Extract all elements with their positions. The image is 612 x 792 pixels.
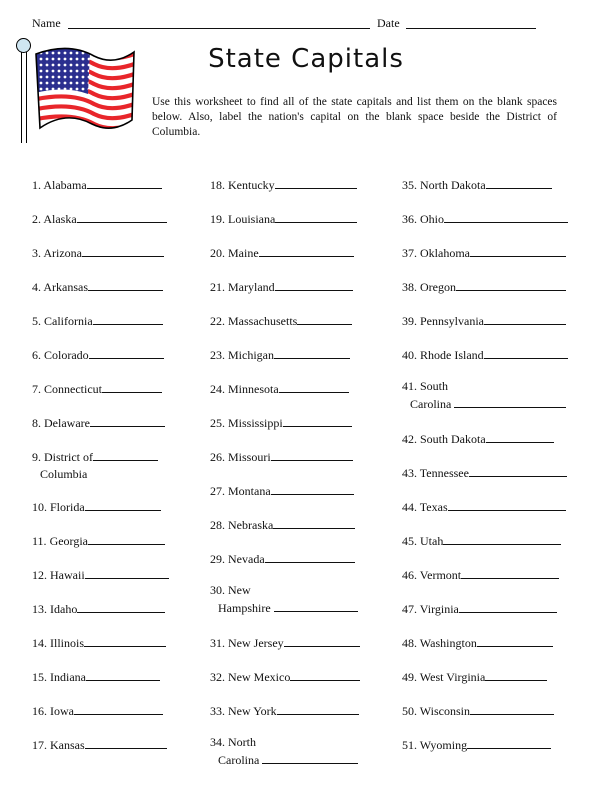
- item-number: 38.: [402, 280, 417, 294]
- list-item: [210, 176, 357, 194]
- list-item: [402, 430, 554, 448]
- state-name: Oklahoma: [420, 246, 470, 260]
- item-number: 18.: [210, 178, 225, 192]
- item-number: 16.: [32, 704, 47, 718]
- state-name: Texas: [419, 500, 448, 514]
- state-name: New York: [228, 704, 277, 718]
- list-item: [32, 634, 166, 652]
- state-name: Nebraska: [228, 518, 274, 532]
- item-number: 39.: [402, 314, 417, 328]
- state-name: Delaware: [44, 416, 90, 430]
- item-number: 21.: [210, 280, 225, 294]
- state-name: New: [228, 583, 251, 597]
- item-number: 31.: [210, 636, 225, 650]
- state-name-continued: [402, 395, 566, 413]
- state-name: Nevada: [228, 552, 265, 566]
- state-name: Indiana: [50, 670, 86, 684]
- capital-answer-blank[interactable]: [279, 380, 349, 393]
- capital-answer-blank[interactable]: [84, 634, 166, 647]
- item-number: 2.: [32, 212, 41, 226]
- list-item: [402, 634, 553, 652]
- capital-answer-blank[interactable]: [283, 414, 352, 427]
- state-name-line2: Carolina: [218, 753, 260, 767]
- state-name: Missouri: [228, 450, 271, 464]
- item-number: 26.: [210, 450, 225, 464]
- item-number: 19.: [210, 212, 225, 226]
- capital-answer-blank[interactable]: [274, 346, 350, 359]
- item-number: 27.: [210, 484, 225, 498]
- list-item: [32, 668, 160, 686]
- state-name: Maine: [228, 246, 259, 260]
- state-name: Tennessee: [419, 466, 469, 480]
- capital-answer-blank[interactable]: [448, 498, 566, 511]
- state-name: New Jersey: [228, 636, 284, 650]
- name-field[interactable]: [68, 28, 370, 29]
- capital-answer-blank[interactable]: [485, 668, 547, 681]
- state-name: Kentucky: [228, 178, 275, 192]
- state-name: Florida: [50, 500, 85, 514]
- capital-answer-blank[interactable]: [467, 736, 551, 749]
- item-number: 48.: [402, 636, 417, 650]
- list-item: [402, 210, 568, 228]
- item-number: 41.: [402, 379, 417, 393]
- capital-answer-blank[interactable]: [93, 448, 158, 461]
- item-number: 32.: [210, 670, 225, 684]
- state-name-line2: Carolina: [410, 397, 452, 411]
- list-item: [32, 346, 164, 364]
- list-item: [402, 378, 566, 413]
- list-item: [210, 414, 352, 432]
- list-item: [402, 464, 567, 482]
- capital-answer-blank[interactable]: [461, 566, 559, 579]
- item-number: 22.: [210, 314, 225, 328]
- state-name: North: [228, 735, 256, 749]
- item-number: 9.: [32, 450, 41, 464]
- instructions-text: Use this worksheet to find all of the state capitals and list them on the blank spaces below. Also, label the nation's capital on the blank space beside the District of Columbia.: [152, 96, 557, 138]
- list-item: [402, 244, 566, 262]
- name-label: Name: [32, 16, 61, 30]
- capital-answer-blank[interactable]: [484, 346, 568, 359]
- capital-answer-blank[interactable]: [271, 448, 353, 461]
- item-number: 36.: [402, 212, 417, 226]
- state-name-continued: [210, 599, 358, 617]
- capital-answer-blank[interactable]: [265, 550, 355, 563]
- state-name: District of: [44, 450, 93, 464]
- list-item: [32, 176, 162, 194]
- item-number: 47.: [402, 602, 417, 616]
- item-number: 4.: [32, 280, 41, 294]
- capital-answer-blank[interactable]: [77, 210, 167, 223]
- state-name: Pennsylvania: [420, 314, 484, 328]
- item-number: 5.: [32, 314, 41, 328]
- list-item: [210, 582, 358, 617]
- capital-answer-blank[interactable]: [86, 668, 160, 681]
- state-name: North Dakota: [420, 178, 486, 192]
- state-name-continued: [32, 466, 158, 483]
- state-name-continued: [210, 751, 358, 769]
- capital-answer-blank[interactable]: [87, 176, 162, 189]
- capital-answer-blank[interactable]: [102, 380, 162, 393]
- state-name: Idaho: [50, 602, 78, 616]
- item-number: 40.: [402, 348, 417, 362]
- state-name: Minnesota: [228, 382, 279, 396]
- page-title: [0, 44, 612, 74]
- state-name: Arizona: [43, 246, 82, 260]
- capital-answer-blank[interactable]: [454, 395, 566, 408]
- capital-answer-blank[interactable]: [469, 464, 567, 477]
- list-item: [32, 312, 163, 330]
- item-number: 44.: [402, 500, 417, 514]
- item-number: 17.: [32, 738, 47, 752]
- capital-answer-blank[interactable]: [456, 278, 566, 291]
- capital-answer-blank[interactable]: [470, 702, 554, 715]
- item-number: 35.: [402, 178, 417, 192]
- list-item: [210, 278, 353, 296]
- list-item: [210, 550, 355, 568]
- capital-answer-blank[interactable]: [74, 702, 163, 715]
- list-item: [32, 210, 167, 228]
- capital-answer-blank[interactable]: [90, 414, 165, 427]
- item-number: 43.: [402, 466, 417, 480]
- state-name: South: [420, 379, 449, 393]
- item-number: 14.: [32, 636, 47, 650]
- state-name-line2: Columbia: [40, 467, 88, 481]
- list-item: [210, 244, 354, 262]
- capital-answer-blank[interactable]: [290, 668, 360, 681]
- state-name: Arkansas: [43, 280, 88, 294]
- item-number: 29.: [210, 552, 225, 566]
- item-number: 20.: [210, 246, 225, 260]
- capital-answer-blank[interactable]: [82, 244, 164, 257]
- capital-answer-blank[interactable]: [89, 346, 164, 359]
- item-number: 15.: [32, 670, 47, 684]
- list-item: [402, 176, 552, 194]
- list-item: [402, 498, 566, 516]
- capital-answer-blank[interactable]: [85, 736, 167, 749]
- list-item: [210, 516, 355, 534]
- list-item: [210, 482, 354, 500]
- list-item: [210, 668, 360, 686]
- capital-answer-blank[interactable]: [297, 312, 352, 325]
- state-name: Montana: [228, 484, 271, 498]
- item-number: 37.: [402, 246, 417, 260]
- item-number: 51.: [402, 738, 417, 752]
- item-number: 50.: [402, 704, 417, 718]
- state-name: Alaska: [43, 212, 77, 226]
- list-item: [32, 566, 169, 584]
- list-item: [210, 346, 350, 364]
- list-item: [210, 448, 353, 466]
- state-name: Oregon: [420, 280, 456, 294]
- state-name: Rhode Island: [420, 348, 484, 362]
- date-label: Date: [377, 16, 400, 30]
- state-name: Vermont: [419, 568, 462, 582]
- state-name: Mississippi: [228, 416, 283, 430]
- item-number: 49.: [402, 670, 417, 684]
- date-field[interactable]: [406, 28, 536, 29]
- capital-answer-blank[interactable]: [93, 312, 163, 325]
- capital-answer-blank[interactable]: [262, 751, 358, 764]
- list-item: [32, 448, 158, 483]
- state-name: Louisiana: [228, 212, 276, 226]
- capital-answer-blank[interactable]: [273, 516, 355, 529]
- state-name: New Mexico: [228, 670, 291, 684]
- state-name: Alabama: [43, 178, 87, 192]
- state-name: Connecticut: [44, 382, 102, 396]
- capital-answer-blank[interactable]: [477, 634, 553, 647]
- state-name: Virginia: [419, 602, 459, 616]
- capital-answer-blank[interactable]: [88, 278, 163, 291]
- capital-answer-blank[interactable]: [88, 532, 165, 545]
- item-number: 13.: [32, 602, 47, 616]
- list-item: [402, 532, 561, 550]
- capital-answer-blank[interactable]: [277, 702, 359, 715]
- capital-answer-blank[interactable]: [486, 176, 552, 189]
- list-item: [402, 312, 566, 330]
- item-number: 6.: [32, 348, 41, 362]
- capital-answer-blank[interactable]: [85, 498, 161, 511]
- state-name: Utah: [420, 534, 444, 548]
- item-number: 1.: [32, 178, 41, 192]
- list-item: [32, 736, 167, 754]
- list-item: [210, 702, 359, 720]
- item-number: 3.: [32, 246, 41, 260]
- list-item: [402, 600, 557, 618]
- list-item: [32, 244, 164, 262]
- item-number: 10.: [32, 500, 47, 514]
- state-name: Hawaii: [50, 568, 85, 582]
- state-name-line2: Hampshire: [218, 601, 271, 615]
- capital-answer-blank[interactable]: [444, 210, 568, 223]
- state-name: Iowa: [50, 704, 74, 718]
- list-item: [32, 498, 161, 516]
- capital-answer-blank[interactable]: [470, 244, 566, 257]
- capital-answer-blank[interactable]: [271, 482, 354, 495]
- item-number: 8.: [32, 416, 41, 430]
- item-number: 25.: [210, 416, 225, 430]
- list-item: [32, 278, 163, 296]
- list-item: [210, 634, 360, 652]
- item-number: 46.: [402, 568, 417, 582]
- list-item: [210, 312, 352, 330]
- state-name: South Dakota: [420, 432, 486, 446]
- item-number: 28.: [210, 518, 225, 532]
- capital-answer-blank[interactable]: [443, 532, 561, 545]
- capital-answer-blank[interactable]: [275, 278, 353, 291]
- state-name: Ohio: [420, 212, 444, 226]
- state-name: Illinois: [50, 636, 85, 650]
- capital-answer-blank[interactable]: [486, 430, 554, 443]
- capital-answer-blank[interactable]: [259, 244, 354, 257]
- state-name: Washington: [419, 636, 477, 650]
- list-item: [402, 702, 554, 720]
- state-name: Georgia: [49, 534, 88, 548]
- state-name: West Virginia: [419, 670, 486, 684]
- list-item: [402, 566, 559, 584]
- list-item: [32, 380, 162, 398]
- state-name: Wisconsin: [419, 704, 470, 718]
- state-name: Michigan: [228, 348, 274, 362]
- item-number: 33.: [210, 704, 225, 718]
- header-fields: [32, 14, 572, 34]
- item-number: 45.: [402, 534, 417, 548]
- item-number: 24.: [210, 382, 225, 396]
- item-number: 7.: [32, 382, 41, 396]
- capital-answer-blank[interactable]: [459, 600, 557, 613]
- page-title-text: State Capitals: [208, 44, 404, 74]
- item-number: 34.: [210, 735, 225, 749]
- list-item: [402, 736, 551, 754]
- list-item: [32, 702, 163, 720]
- state-name: Massachusetts: [228, 314, 298, 328]
- capital-answer-blank[interactable]: [275, 210, 357, 223]
- list-item: [402, 668, 547, 686]
- item-number: 30.: [210, 583, 225, 597]
- capital-answer-blank[interactable]: [85, 566, 169, 579]
- capital-answer-blank[interactable]: [274, 599, 358, 612]
- list-item: [210, 380, 349, 398]
- list-item: [402, 278, 566, 296]
- capital-answer-blank[interactable]: [77, 600, 165, 613]
- item-number: 42.: [402, 432, 417, 446]
- capital-answer-blank[interactable]: [284, 634, 360, 647]
- capital-answer-blank[interactable]: [275, 176, 357, 189]
- item-number: 11.: [32, 534, 47, 548]
- list-item: [402, 346, 568, 364]
- state-name: Maryland: [228, 280, 275, 294]
- list-item: [210, 210, 357, 228]
- item-number: 12.: [32, 568, 47, 582]
- list-item: [210, 734, 358, 769]
- list-item: [32, 600, 165, 618]
- state-name: Colorado: [44, 348, 89, 362]
- state-name: Wyoming: [419, 738, 468, 752]
- state-name: Kansas: [50, 738, 85, 752]
- list-item: [32, 532, 165, 550]
- state-name: California: [44, 314, 93, 328]
- list-item: [32, 414, 165, 432]
- item-number: 23.: [210, 348, 225, 362]
- capital-answer-blank[interactable]: [484, 312, 566, 325]
